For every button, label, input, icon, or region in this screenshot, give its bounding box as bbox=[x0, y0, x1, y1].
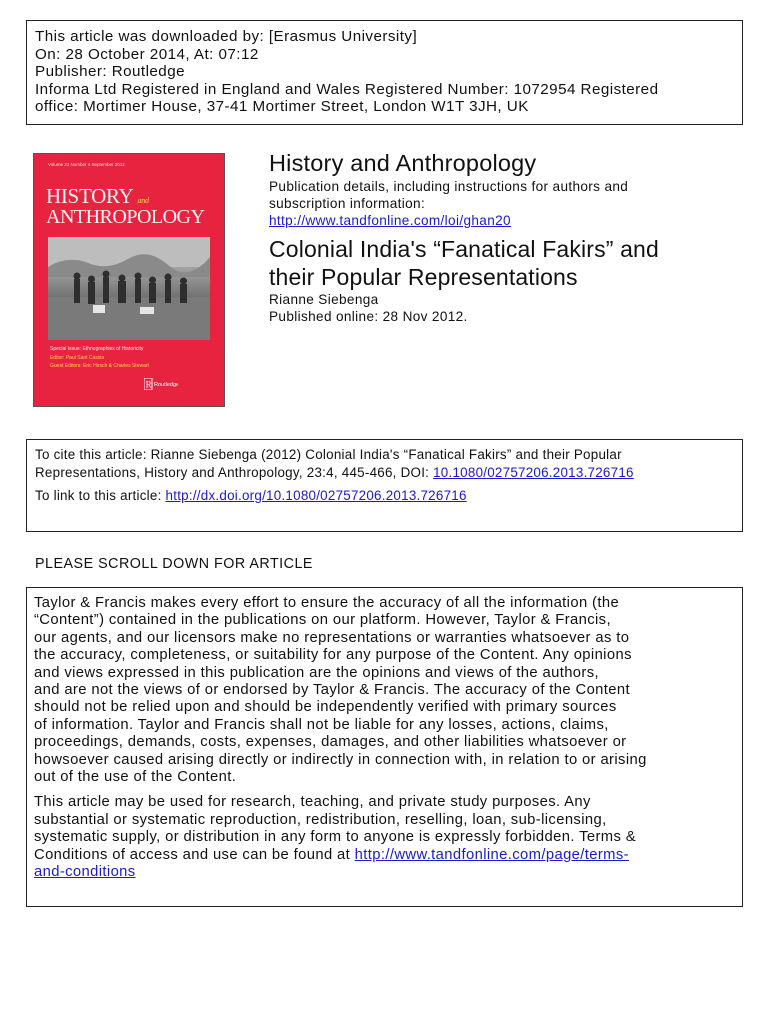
terms-line bbox=[34, 864, 735, 881]
article-doi-url-link[interactable]: http://dx.doi.org/10.1080/02757206.2013.726716 bbox=[165, 488, 467, 503]
disclaimer-line: proceedings, demands, costs, expenses, damages, and other liabilities whatsoever or bbox=[34, 734, 627, 751]
cover-photo bbox=[48, 237, 210, 340]
download-info-line: This article was downloaded by: [Erasmus University] bbox=[35, 28, 418, 45]
journal-cover-image bbox=[33, 153, 225, 407]
download-info-line: office: Mortimer House, 37-41 Mortimer Street, London W1T 3JH, UK bbox=[35, 98, 529, 116]
article-link-line: To link to this article: http://dx.doi.org/10.1080/02757206.2013.726716 bbox=[35, 488, 467, 503]
journal-info bbox=[269, 148, 739, 325]
disclaimer-line: Taylor & Francis makes every effort to ensure the accuracy of all the information (the bbox=[34, 595, 620, 611]
cover-title-line2: ANTHROPOLOGY bbox=[46, 206, 205, 228]
disclaimer-box bbox=[26, 587, 743, 907]
terms-line: Conditions of access and use can be found at http://www.tandfonline.com/page/terms- bbox=[34, 846, 629, 863]
disclaimer-line: “Content”) contained in the publications on our platform. However, Taylor & Francis, bbox=[34, 612, 611, 629]
terms-line: substantial or systematic reproduction, redistribution, reselling, loan, sub-licensing, bbox=[34, 811, 607, 828]
terms-line: This article may be used for research, teaching, and private study purposes. Any bbox=[34, 794, 591, 811]
disclaimer-line: of information. Taylor and Francis shall not be liable for any losses, actions, claims, bbox=[34, 716, 609, 733]
download-info-line: Informa Ltd Registered in England and Wales Registered Number: 1072954 Registered bbox=[35, 80, 659, 98]
article-title: Colonial India's “Fanatical Fakirs” and their Popular Representations bbox=[269, 236, 659, 290]
terms-link[interactable]: http://www.tandfonline.com/page/terms- bbox=[354, 846, 629, 863]
disclaimer-line: our agents, and our licensors make no representations or warranties whatsoever as to bbox=[34, 629, 630, 646]
disclaimer-line: should not be relied upon and should be independently verified with primary sources bbox=[34, 699, 617, 716]
cover-issue-line: Volume 23 Number 4 September 2012 bbox=[48, 162, 125, 167]
routledge-logo bbox=[144, 378, 178, 390]
cover-editor: Editor: Paul Sant Cassia bbox=[50, 355, 105, 361]
download-info-line: On: 28 October 2014, At: 07:12 bbox=[35, 45, 259, 63]
publication-details: subscription information: bbox=[269, 196, 426, 211]
scroll-notice: PLEASE SCROLL DOWN FOR ARTICLE bbox=[35, 556, 313, 572]
disclaimer-line: and are not the views of or endorsed by Taylor & Francis. The accuracy of the Content bbox=[34, 682, 630, 699]
citation-line: To cite this article: Rianne Siebenga (2012) Colonial India's “Fanatical Fakirs” and their Popular bbox=[35, 447, 622, 462]
svg-text:Routledge: Routledge bbox=[154, 382, 178, 388]
doi-link[interactable]: 10.1080/02757206.2013.726716 bbox=[433, 464, 634, 480]
terms-line: systematic supply, or distribution in any form to anyone is expressly forbidden. Terms & bbox=[34, 829, 636, 846]
disclaimer-line: the accuracy, completeness, or suitability for any purpose of the Content. Any opinions bbox=[34, 647, 632, 664]
journal-url-link[interactable]: http://www.tandfonline.com/loi/ghan20 bbox=[269, 213, 511, 228]
article-author: Rianne Siebenga bbox=[269, 292, 379, 307]
download-info-line: Publisher: Routledge bbox=[35, 63, 185, 81]
disclaimer-line: and views expressed in this publication are the opinions and views of the authors, bbox=[34, 664, 599, 681]
publication-details: Publication details, including instructions for authors and bbox=[269, 179, 629, 194]
cover-special-issue: Special Issue: Ethnographies of Historicity bbox=[50, 346, 144, 352]
citation-line: Representations, History and Anthropology, 23:4, 445-466, DOI: 10.1080/02757206.2013.726716 bbox=[35, 464, 634, 480]
disclaimer-line: out of the use of the Content. bbox=[34, 769, 237, 786]
publication-date: Published online: 28 Nov 2012. bbox=[269, 309, 468, 324]
download-info-box bbox=[26, 20, 743, 125]
cover-title-line1: HISTORY and bbox=[46, 184, 149, 208]
cover-title-and: and bbox=[137, 196, 149, 205]
citation-box bbox=[26, 439, 743, 532]
svg-text:R: R bbox=[145, 379, 152, 390]
disclaimer-line: howsoever caused arising directly or indirectly in connection with, in relation to or arising bbox=[34, 751, 647, 768]
terms-link-continued[interactable]: and-conditions bbox=[34, 864, 136, 881]
journal-title: History and Anthropology bbox=[269, 150, 537, 176]
cover-guest-editors: Guest Editors: Eric Hirsch & Charles Stewart bbox=[50, 363, 149, 369]
